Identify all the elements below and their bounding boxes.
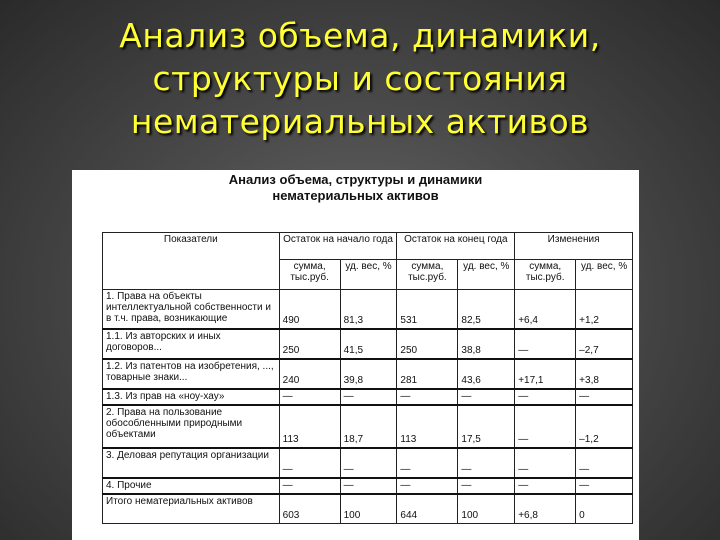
cell-share-start: — bbox=[340, 389, 397, 405]
cell-share-change: –1,2 bbox=[576, 405, 633, 448]
cell-sum-end: 250 bbox=[397, 329, 458, 359]
cell-sum-change: — bbox=[515, 448, 576, 478]
cell-share-end: 17,5 bbox=[458, 405, 515, 448]
cell-sum-change: — bbox=[515, 389, 576, 405]
cell-share-start: 41,5 bbox=[340, 329, 397, 359]
slide-title-line-1: Анализ объема, динамики, bbox=[119, 16, 601, 55]
cell-share-end: 100 bbox=[458, 494, 515, 524]
cell-share-end: — bbox=[458, 448, 515, 478]
cell-sum-start: — bbox=[279, 448, 340, 478]
cell-share-change: — bbox=[576, 448, 633, 478]
cell-sum-start: — bbox=[279, 478, 340, 494]
cell-sum-start: 250 bbox=[279, 329, 340, 359]
header-row-groups bbox=[103, 233, 633, 260]
cell-share-change: +3,8 bbox=[576, 359, 633, 389]
cell-sum-end: 644 bbox=[397, 494, 458, 524]
header-start-of-year: Остаток на начало года bbox=[279, 233, 397, 260]
cell-sum-change: — bbox=[515, 329, 576, 359]
cell-sum-end: 531 bbox=[397, 290, 458, 329]
cell-sum-change: — bbox=[515, 478, 576, 494]
header-sum-change: сумма, тыс.руб. bbox=[515, 260, 576, 290]
table-row bbox=[103, 389, 633, 405]
row-label: 1.3. Из прав на «ноу-хау» bbox=[103, 389, 280, 405]
row-label: 1.2. Из патентов на изобретения, ..., товарные знаки... bbox=[103, 359, 280, 389]
cell-sum-end: — bbox=[397, 448, 458, 478]
cell-sum-end: 113 bbox=[397, 405, 458, 448]
cell-sum-change: +6,4 bbox=[515, 290, 576, 329]
header-share-start: уд. вес, % bbox=[340, 260, 397, 290]
row-label: 1. Права на объекты интеллектуальной собственности и в т.ч. права, возникающие bbox=[103, 290, 280, 329]
cell-sum-end: 281 bbox=[397, 359, 458, 389]
table-row bbox=[103, 405, 633, 448]
cell-sum-start: 490 bbox=[279, 290, 340, 329]
cell-share-start: — bbox=[340, 448, 397, 478]
cell-share-start: 81,3 bbox=[340, 290, 397, 329]
document-title-line-2: нематериальных активов bbox=[272, 188, 439, 203]
row-label: Итого нематериальных активов bbox=[103, 494, 280, 524]
cell-share-start: — bbox=[340, 478, 397, 494]
cell-sum-end: — bbox=[397, 478, 458, 494]
cell-share-end: 43,6 bbox=[458, 359, 515, 389]
cell-sum-end: — bbox=[397, 389, 458, 405]
table-row bbox=[103, 478, 633, 494]
header-share-end: уд. вес, % bbox=[458, 260, 515, 290]
cell-share-change: +1,2 bbox=[576, 290, 633, 329]
cell-sum-start: 240 bbox=[279, 359, 340, 389]
table-row bbox=[103, 448, 633, 478]
cell-sum-change: +17,1 bbox=[515, 359, 576, 389]
cell-sum-start: 113 bbox=[279, 405, 340, 448]
header-sum-end: сумма, тыс.руб. bbox=[397, 260, 458, 290]
document-scan bbox=[72, 170, 639, 540]
cell-share-change: 0 bbox=[576, 494, 633, 524]
cell-share-end: — bbox=[458, 478, 515, 494]
row-label: 4. Прочие bbox=[103, 478, 280, 494]
document-title bbox=[72, 172, 639, 204]
cell-sum-start: 603 bbox=[279, 494, 340, 524]
header-share-change: уд. вес, % bbox=[576, 260, 633, 290]
cell-share-change: — bbox=[576, 389, 633, 405]
cell-share-start: 39,8 bbox=[340, 359, 397, 389]
cell-share-end: — bbox=[458, 389, 515, 405]
header-sum-start: сумма, тыс.руб. bbox=[279, 260, 340, 290]
header-indicators: Показатели bbox=[103, 233, 280, 290]
cell-sum-change: +6,8 bbox=[515, 494, 576, 524]
document-title-line-1: Анализ объема, структуры и динамики bbox=[228, 172, 483, 187]
cell-share-start: 100 bbox=[340, 494, 397, 524]
cell-share-end: 82,5 bbox=[458, 290, 515, 329]
cell-sum-change: — bbox=[515, 405, 576, 448]
cell-share-change: — bbox=[576, 478, 633, 494]
cell-share-change: –2,7 bbox=[576, 329, 633, 359]
slide-title bbox=[0, 14, 720, 143]
header-changes: Изменения bbox=[515, 233, 633, 260]
row-label: 2. Права на пользование обособленными природными объектами bbox=[103, 405, 280, 448]
cell-share-start: 18,7 bbox=[340, 405, 397, 448]
table-row-total bbox=[103, 494, 633, 524]
cell-share-end: 38,8 bbox=[458, 329, 515, 359]
intangible-assets-table bbox=[102, 232, 633, 524]
header-end-of-year: Остаток на конец года bbox=[397, 233, 515, 260]
slide-title-line-3: нематериальных активов bbox=[130, 102, 590, 141]
row-label: 3. Деловая репутация организации bbox=[103, 448, 280, 478]
row-label: 1.1. Из авторских и иных договоров... bbox=[103, 329, 280, 359]
slide-title-line-2: структуры и состояния bbox=[152, 59, 568, 98]
table-row bbox=[103, 329, 633, 359]
table-row bbox=[103, 359, 633, 389]
cell-sum-start: — bbox=[279, 389, 340, 405]
table-row bbox=[103, 290, 633, 329]
